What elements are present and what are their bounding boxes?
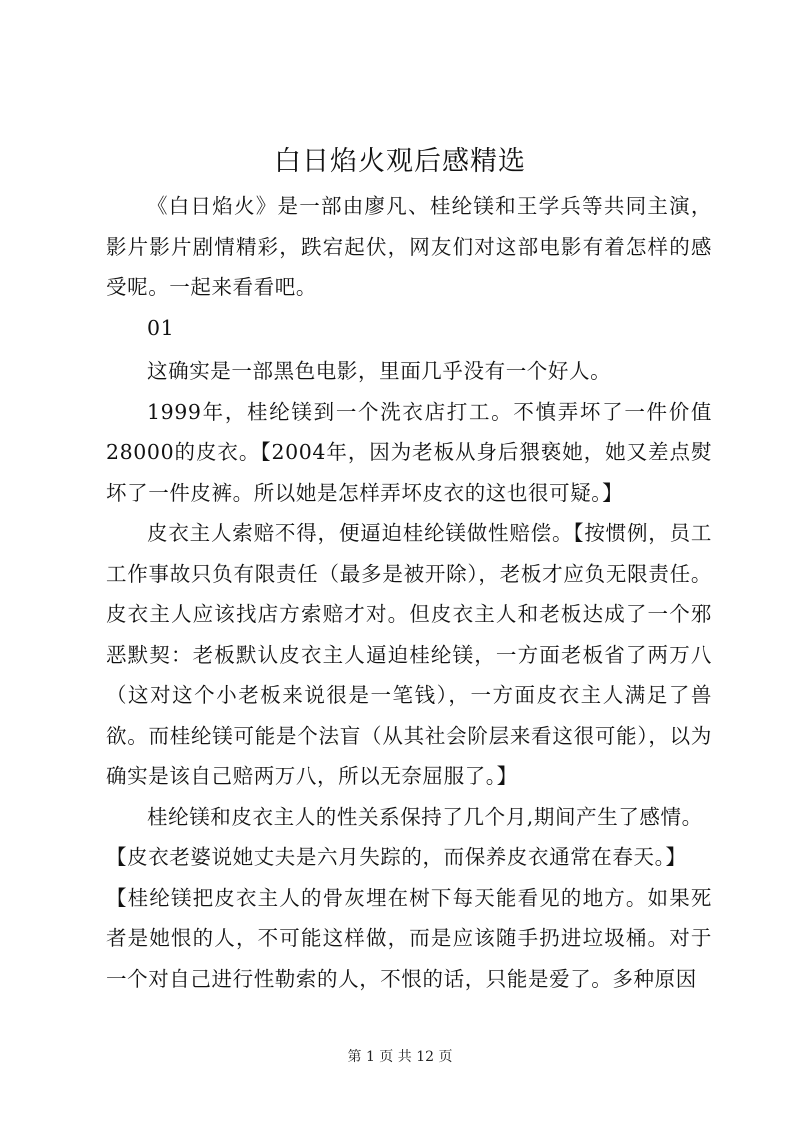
article-body [106, 186, 712, 999]
paragraph-4: 桂纶镁和皮衣主人的性关系保持了几个月,期间产生了感情。 [147, 804, 703, 829]
paragraph-2: 1999年，桂纶镁到一个洗衣店打工。不慎弄坏了一件价值28000的皮衣。【2004年，因为老板从身后猥亵她，她又差点熨坏了一件皮裤。所以她是怎样弄坏皮衣的这也很可疑。】 [106, 399, 712, 505]
section-number: 01 [147, 315, 175, 340]
paragraph-1: 这确实是一部黑色电影，里面几乎没有一个好人。 [147, 359, 612, 383]
paragraph-3: 皮衣主人索赔不得，便逼迫桂纶镁做性赔偿。【按惯例，员工工作事故只负有限责任（最多是被开除），老板才应负无限责任。皮衣主人应该找店方索赔才对。但皮衣主人和老板达成了一个邪恶默契：老板默认皮衣主人逼迫桂纶镁，一方面老板省了两万八（这对这个小老板来说很是一笔钱），一方面皮衣主人满足了兽欲。而桂纶镁可能是个法盲（从其社会阶层来看这很可能），以为确实是该自己赔两万八，所以无奈屈服了。】 [106, 521, 712, 788]
page-title: 白日焰火观后感精选 [274, 146, 526, 177]
paragraph-intro: 《白日焰火》是一部由廖凡、桂纶镁和王学兵等共同主演，影片影片剧情精彩，跌宕起伏，网友们对这部电影有着怎样的感受呢。一起来看看吧。 [106, 194, 712, 299]
page-footer: 第 1 页 共 12 页 [347, 1049, 453, 1065]
paragraph-5: 【皮衣老婆说她丈夫是六月失踪的，而保养皮衣通常在春天。】 [106, 845, 687, 869]
paragraph-6: 【桂纶镁把皮衣主人的骨灰埋在树下每天能看见的地方。如果死者是她恨的人，不可能这样做，而是应该随手扔进垃圾桶。对于一个对自己进行性勒索的人，不恨的话，只能是爱了。多种原因 [106, 885, 712, 991]
